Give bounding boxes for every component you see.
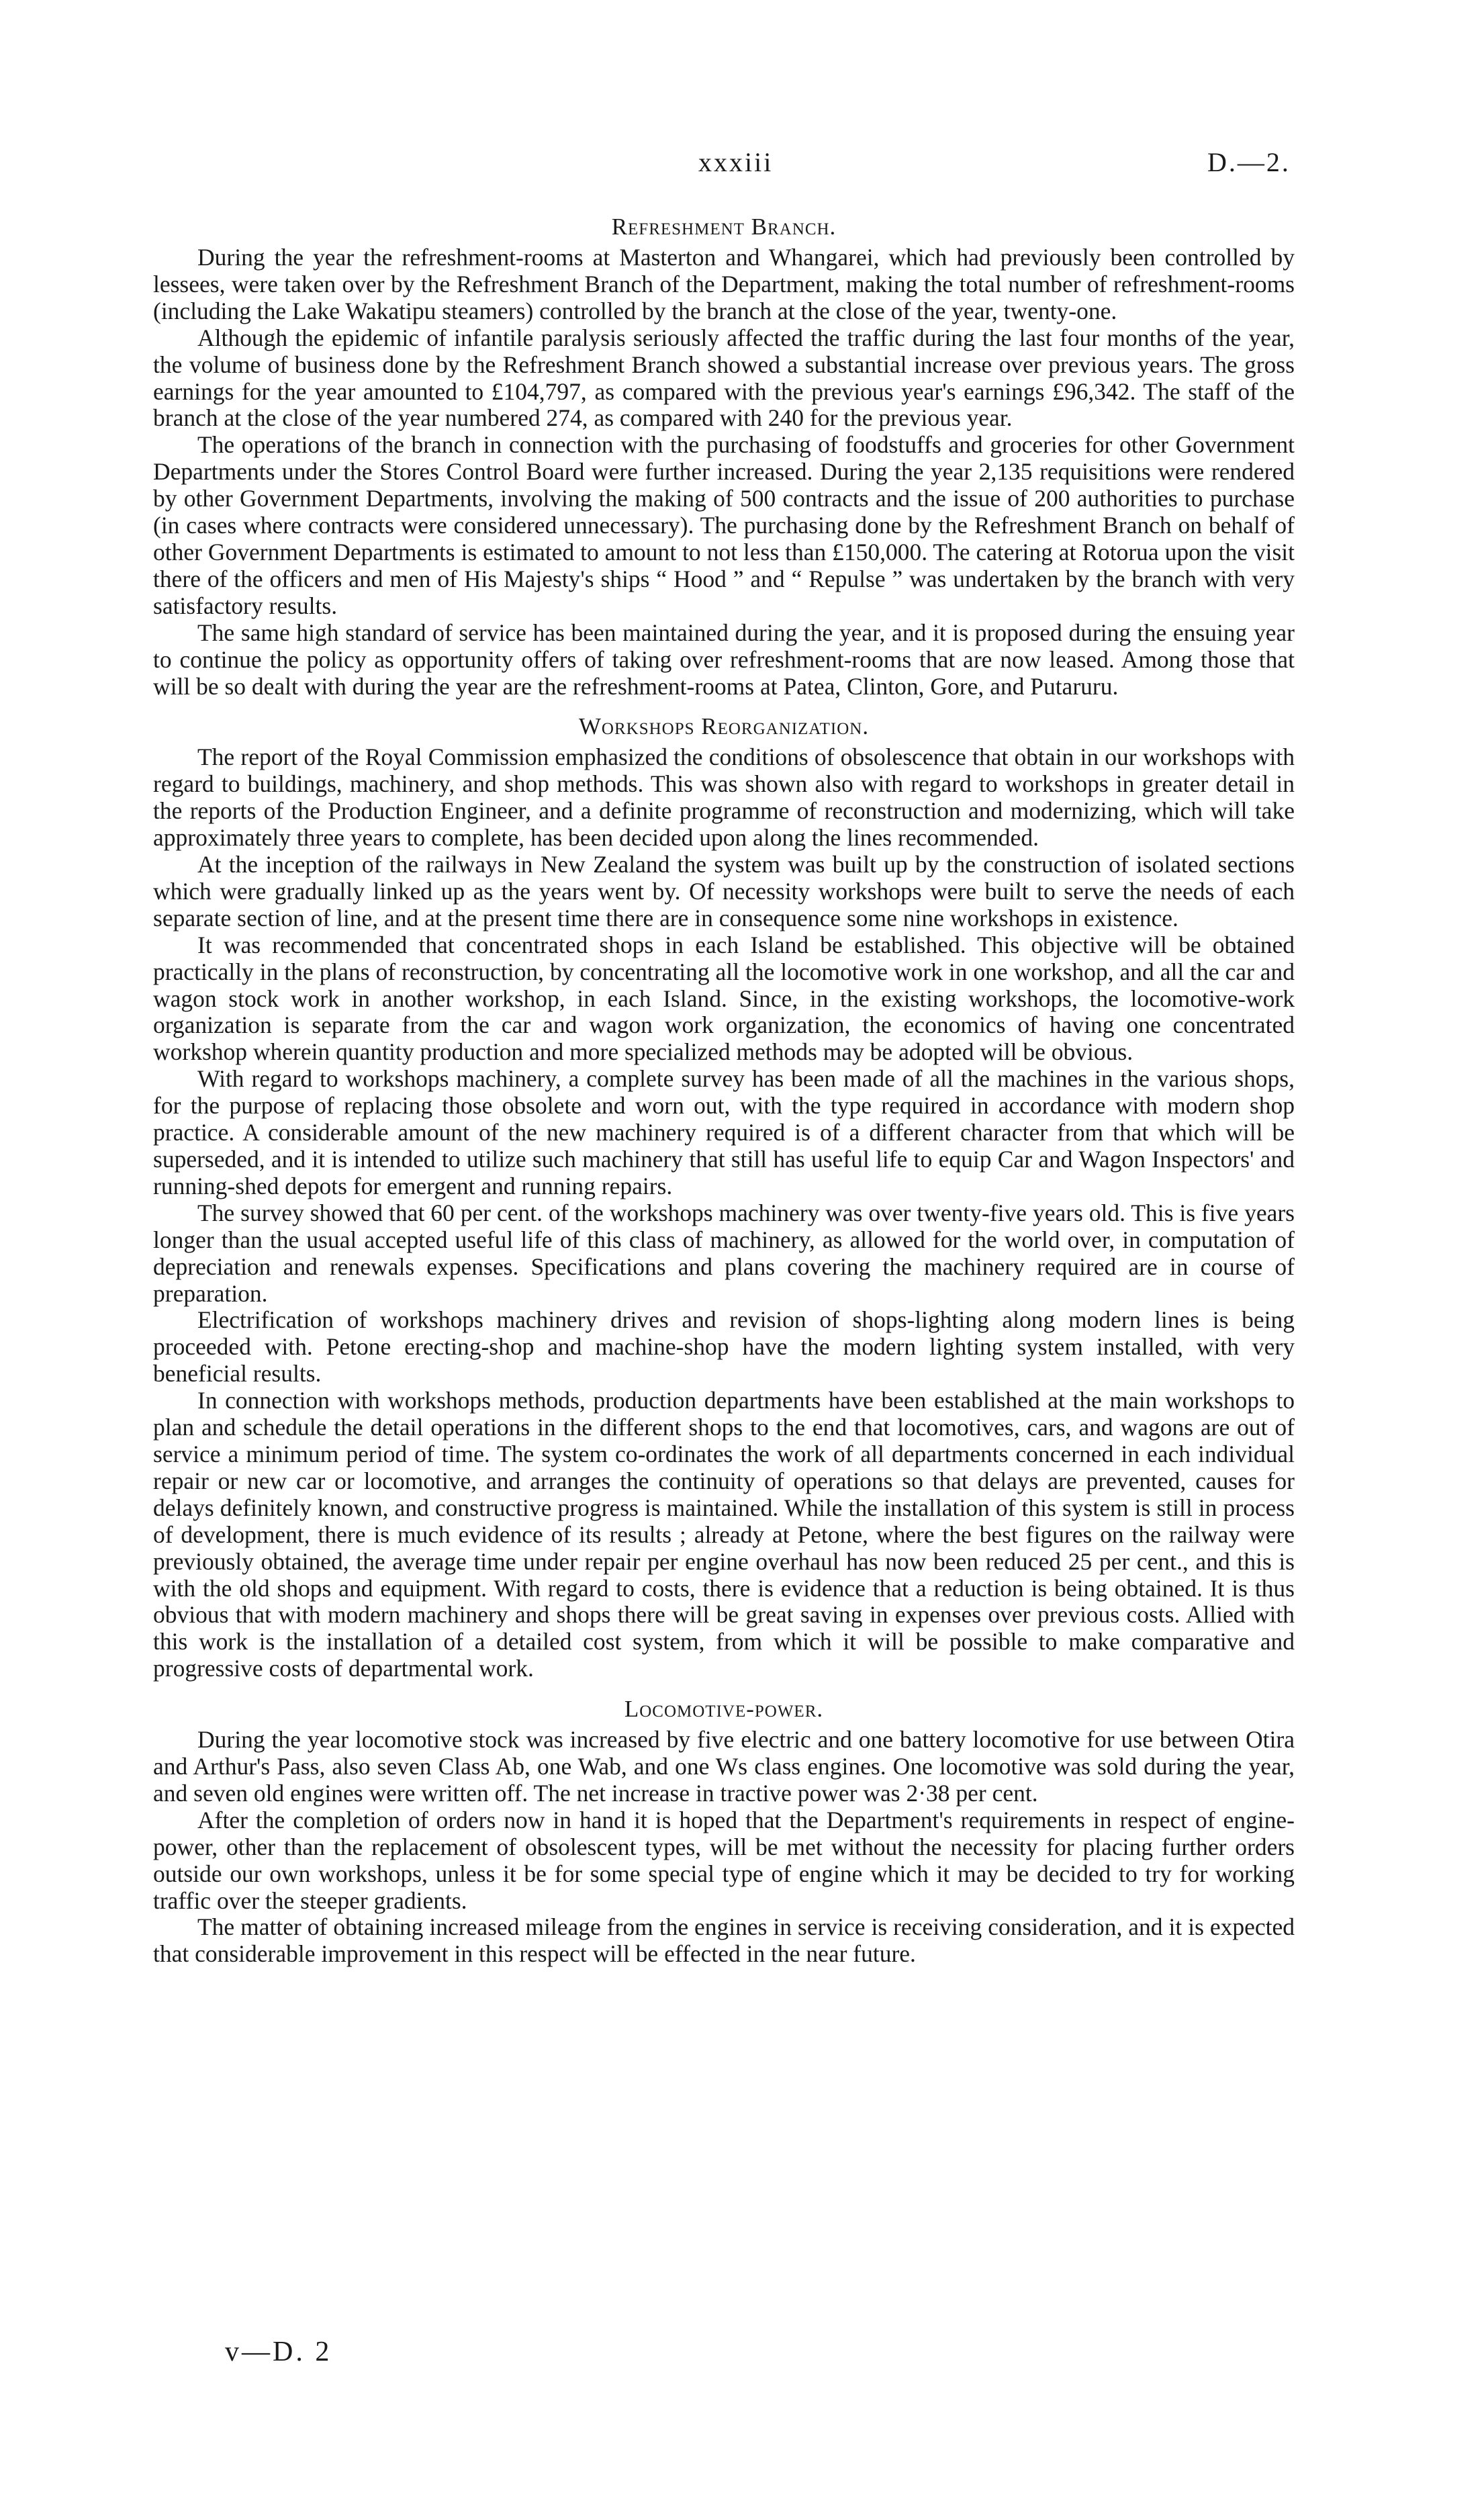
signature-mark: v—D. 2 <box>225 2336 332 2367</box>
section-heading-refreshment-branch: Refreshment Branch. <box>611 214 837 240</box>
paragraph: The survey showed that 60 per cent. of the workshops machinery was over twenty-five years old. This is five years longer than the usual accepted useful life of this class of machinery, as allowed for the world over, in computation of depreciation and renewals expenses. Specifications and plans covering the machinery required are in course of preparation. <box>153 1199 1295 1307</box>
paragraph: The operations of the branch in connection with the purchasing of foodstuffs and groceries for other Government Departments under the Stores Control Board were further increased. During the year 2,135 requisitions were rendered by other Government Departments, involving the making of 500 contracts and the issue of 200 authorities to purchase (in cases where contracts were considered unnecessary). The purchasing done by the Refreshment Branch on behalf of other Government Departments is estimated to amount to not less than £150,000. The catering at Rotorua upon the visit there of the officers and men of His Majesty's ships “ Hood ” and “ Repulse ” was undertaken by the branch with very satisfactory results. <box>153 431 1295 619</box>
document-reference: D.—2. <box>1207 147 1291 177</box>
paragraph: The same high standard of service has been maintained during the year, and it is proposed during the ensuing year to continue the policy as opportunity offers of taking over refreshment-rooms that are now leased. Among those that will be so dealt with during the year are the refreshment-rooms at Patea, Clinton, Gore, and Putaruru. <box>153 619 1295 700</box>
paragraph: After the completion of orders now in hand it is hoped that the Department's requirements in respect of engine-power, other than the replacement of obsolescent types, will be met without the necessity for placing further orders outside our own workshops, unless it be for some special type of engine which it may be decided to try for working traffic over the steeper gradients. <box>153 1806 1295 1914</box>
paragraph: During the year the refreshment-rooms at Masterton and Whangarei, which had previously been controlled by lessees, were taken over by the Refreshment Branch of the Department, making the total number of refreshment-rooms (including the Lake Wakatipu steamers) controlled by the branch at the close of the year, twenty-one. <box>153 244 1295 324</box>
paragraph: With regard to workshops machinery, a complete survey has been made of all the machines in the various shops, for the purpose of replacing those obsolete and worn out, with the type required in accordance with modern shop practice. A considerable amount of the new machinery required is of a different character from that which will be superseded, and it is intended to utilize such machinery that still has useful life to equip Car and Wagon Inspectors' and running-shed depots for emergent and running repairs. <box>153 1065 1295 1199</box>
paragraph: In connection with workshops methods, production departments have been established at the main workshops to plan and schedule the detail operations in the different shops to the end that locomotives, cars, and wagons are out of service a minimum period of time. The system co-ordinates the work of all departments concerned in each individual repair or new car or locomotive, and arranges the continuity of operations so that delays are prevented, causes for delays definitely known, and constructive progress is maintained. While the installation of this system is still in process of development, there is much evidence of its results ; already at Petone, where the best figures on the railway were previously obtained, the average time under repair per engine overhaul has now been reduced 25 per cent., and this is with the old shops and equipment. With regard to costs, there is evidence that a reduction is being obtained. It is thus obvious that with modern machinery and shops there will be great saving in expenses over previous costs. Allied with this work is the installation of a detailed cost system, from which it will be possible to make comparative and progressive costs of departmental work. <box>153 1387 1295 1682</box>
paragraph: At the inception of the railways in New Zealand the system was built up by the construction of isolated sections which were gradually linked up as the years went by. Of necessity workshops were built to serve the needs of each separate section of line, and at the present time there are in consequence some nine workshops in existence. <box>153 851 1295 932</box>
page-number: xxxiii <box>698 147 774 177</box>
paragraph: During the year locomotive stock was increased by five electric and one battery locomotive for use between Otira and Arthur's Pass, also seven Class Ab, one Wab, and one Ws class engines. One locomotive was sold during the year, and seven old engines were written off. The net increase in tractive power was 2·38 per cent. <box>153 1726 1295 1807</box>
paragraph: Although the epidemic of infantile paralysis seriously affected the traffic during the last four months of the year, the volume of business done by the Refreshment Branch showed a substantial increase over previous years. The gross earnings for the year amounted to £104,797, as compared with the previous year's earnings £96,342. The staff of the branch at the close of the year numbered 274, as compared with 240 for the previous year. <box>153 324 1295 432</box>
paragraph: The report of the Royal Commission emphasized the conditions of obsolescence that obtain in our workshops with regard to buildings, machinery, and shop methods. This was shown also with regard to workshops in greater detail in the reports of the Production Engineer, and a definite programme of reconstruction and modernizing, which will take approximately three years to complete, has been decided upon along the lines recommended. <box>153 743 1295 852</box>
section-heading-workshops-reorganization: Workshops Reorganization. <box>578 713 870 740</box>
paragraph: The matter of obtaining increased mileage from the engines in service is receiving consideration, and it is expected that considerable improvement in this respect will be effected in the near future. <box>153 1913 1295 1968</box>
section-heading-locomotive-power: Locomotive-power. <box>624 1696 824 1723</box>
paragraph: It was recommended that concentrated shops in each Island be established. This objective will be obtained practically in the plans of reconstruction, by concentrating all the locomotive work in one workshop, and all the car and wagon stock work in another workshop, in each Island. Since, in the existing workshops, the locomotive-work organization is separate from the car and wagon work organization, the economics of having one concentrated workshop wherein quantity production and more specialized methods may be adopted will be obvious. <box>153 931 1295 1066</box>
paragraph: Electrification of workshops machinery drives and revision of shops-lighting along modern lines is being proceeded with. Petone erecting-shop and machine-shop have the modern lighting system installed, with very beneficial results. <box>153 1306 1295 1388</box>
report-body <box>153 214 1295 1968</box>
